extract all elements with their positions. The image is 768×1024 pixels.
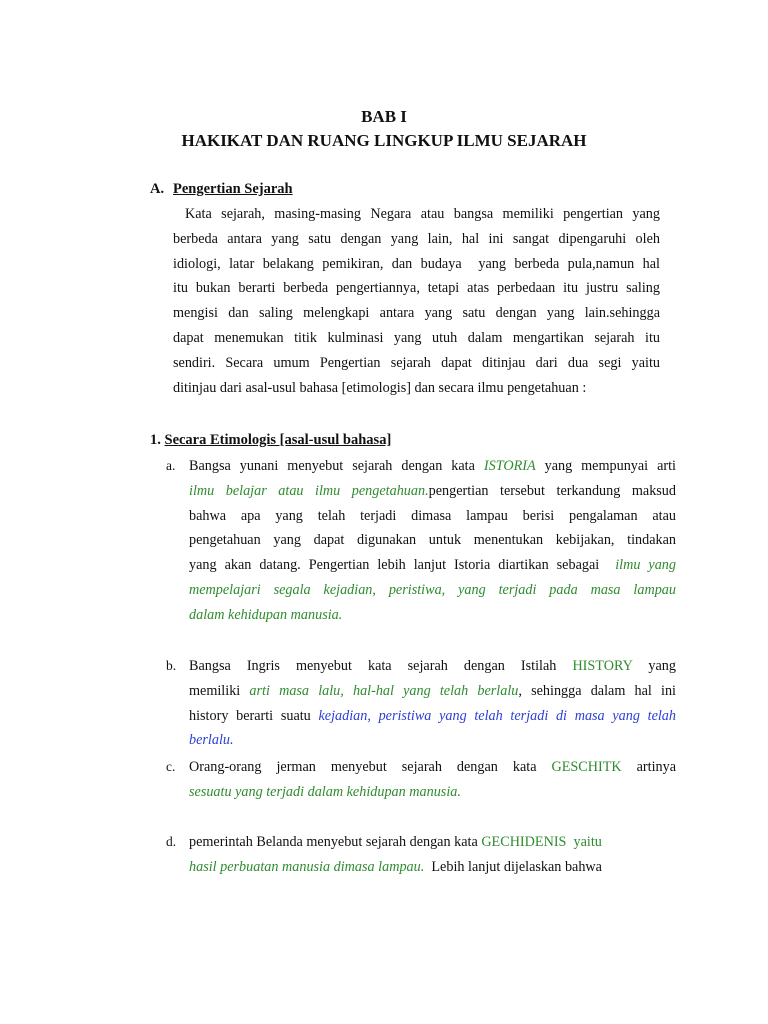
list-item-body — [189, 654, 676, 753]
item-line: sesuatu yang terjadi dalam kehidupan manusia. — [189, 783, 461, 800]
intro-line: idiologi, latar belakang pemikiran, dan budaya yang berbeda pula,namun hal — [173, 255, 660, 272]
section-1-heading — [150, 430, 391, 450]
item-line — [189, 679, 676, 704]
item-line — [189, 553, 676, 578]
item-line: pengetahuan yang dapat digunakan untuk menentukan kebijakan, tindakan — [189, 532, 676, 549]
term-history: HISTORY — [572, 658, 633, 674]
list-item-body — [189, 830, 676, 880]
text-run: Bangsa Ingris menyebut kata sejarah dengan Istilah — [189, 658, 573, 674]
item-line — [189, 830, 676, 855]
section-a-label: Pengertian Sejarah — [173, 181, 293, 197]
text-run: history berarti suatu — [189, 707, 319, 724]
item-line — [189, 654, 676, 679]
intro-line: Kata sejarah, masing-masing Negara atau bangsa memiliki pengertian yang — [185, 206, 660, 222]
term-gechidenis: GECHIDENIS yaitu — [481, 834, 602, 850]
list-item-body — [189, 755, 676, 805]
text-run: Lebih lanjut dijelaskan bahwa — [424, 858, 602, 875]
text-run: yang mempunyai arti — [535, 458, 676, 474]
list-marker: b. — [166, 658, 177, 673]
list-item-body — [189, 454, 676, 628]
list-marker: c. — [166, 759, 176, 774]
list-marker: a. — [166, 458, 176, 473]
item-line — [189, 755, 676, 780]
intro-line: dapat menemukan titik kulminasi yang utuh dalam mengartikan sejarah itu — [173, 329, 660, 346]
definition-text: arti masa lalu, hal-hal yang telah berlalu — [249, 682, 519, 699]
item-line: bahwa apa yang telah terjadi dimasa lampau berisi pengalaman atau — [189, 507, 676, 524]
text-run: memiliki — [189, 682, 250, 699]
text-run: artinya — [621, 759, 677, 775]
text-run: pemerintah Belanda menyebut sejarah dengan kata — [189, 834, 482, 850]
section-a-heading — [150, 179, 293, 199]
item-line — [189, 479, 676, 504]
section-1-label: Secara Etimologis [asal-usul bahasa] — [164, 432, 392, 448]
chapter-title: HAKIKAT DAN RUANG LINGKUP ILMU SEJARAH — [181, 131, 587, 150]
text-run: Bangsa yunani menyebut sejarah dengan kata — [189, 458, 484, 474]
text-run: , sehingga dalam hal ini — [518, 682, 677, 699]
item-line: dalam kehidupan manusia. — [189, 606, 343, 623]
section-1-marker: 1. — [150, 432, 161, 448]
item-line: mempelajari segala kejadian, peristiwa, yang terjadi pada masa lampau — [189, 581, 676, 598]
section-a-marker: A. — [150, 181, 165, 197]
intro-line: berbeda antara yang satu dengan yang lain, hal ini sangat dipengaruhi oleh — [173, 230, 660, 247]
definition-text: ilmu belajar atau ilmu pengetahuan. — [189, 482, 429, 499]
list-marker: d. — [166, 834, 177, 849]
text-run: Orang-orang jerman menyebut sejarah dengan kata — [189, 759, 552, 775]
text-run: yang — [632, 658, 676, 674]
term-geschitk: GESCHITK — [551, 759, 622, 775]
item-line — [189, 855, 676, 880]
intro-paragraph — [173, 202, 660, 400]
item-line: berlalu. — [189, 732, 234, 749]
definition-text: ilmu yang — [615, 557, 676, 574]
text-run: pengertian tersebut terkandung maksud — [428, 482, 676, 499]
intro-line: mengisi dan saling melengkapi antara yang satu dengan yang lain.sehingga — [173, 305, 660, 322]
definition-text: hasil perbuatan manusia dimasa lampau. — [189, 858, 425, 875]
definition-text-blue: kejadian, peristiwa yang telah terjadi di masa yang telah — [318, 707, 676, 724]
term-istoria: ISTORIA — [483, 458, 536, 474]
item-line — [189, 704, 676, 729]
intro-line: ditinjau dari asal-usul bahasa [etimologis] dan secara ilmu pengetahuan : — [173, 379, 587, 396]
intro-line: sendiri. Secara umum Pengertian sejarah dapat ditinjau dari dua segi yaitu — [173, 354, 660, 371]
item-line — [189, 454, 676, 479]
text-run: yang akan datang. Pengertian lebih lanjut Istoria diartikan sebagai — [189, 557, 616, 574]
chapter-number: BAB I — [361, 107, 407, 126]
intro-line: itu bukan berarti berbeda pengertiannya, tetapi atas perbedaan itu justru saling — [173, 280, 660, 297]
